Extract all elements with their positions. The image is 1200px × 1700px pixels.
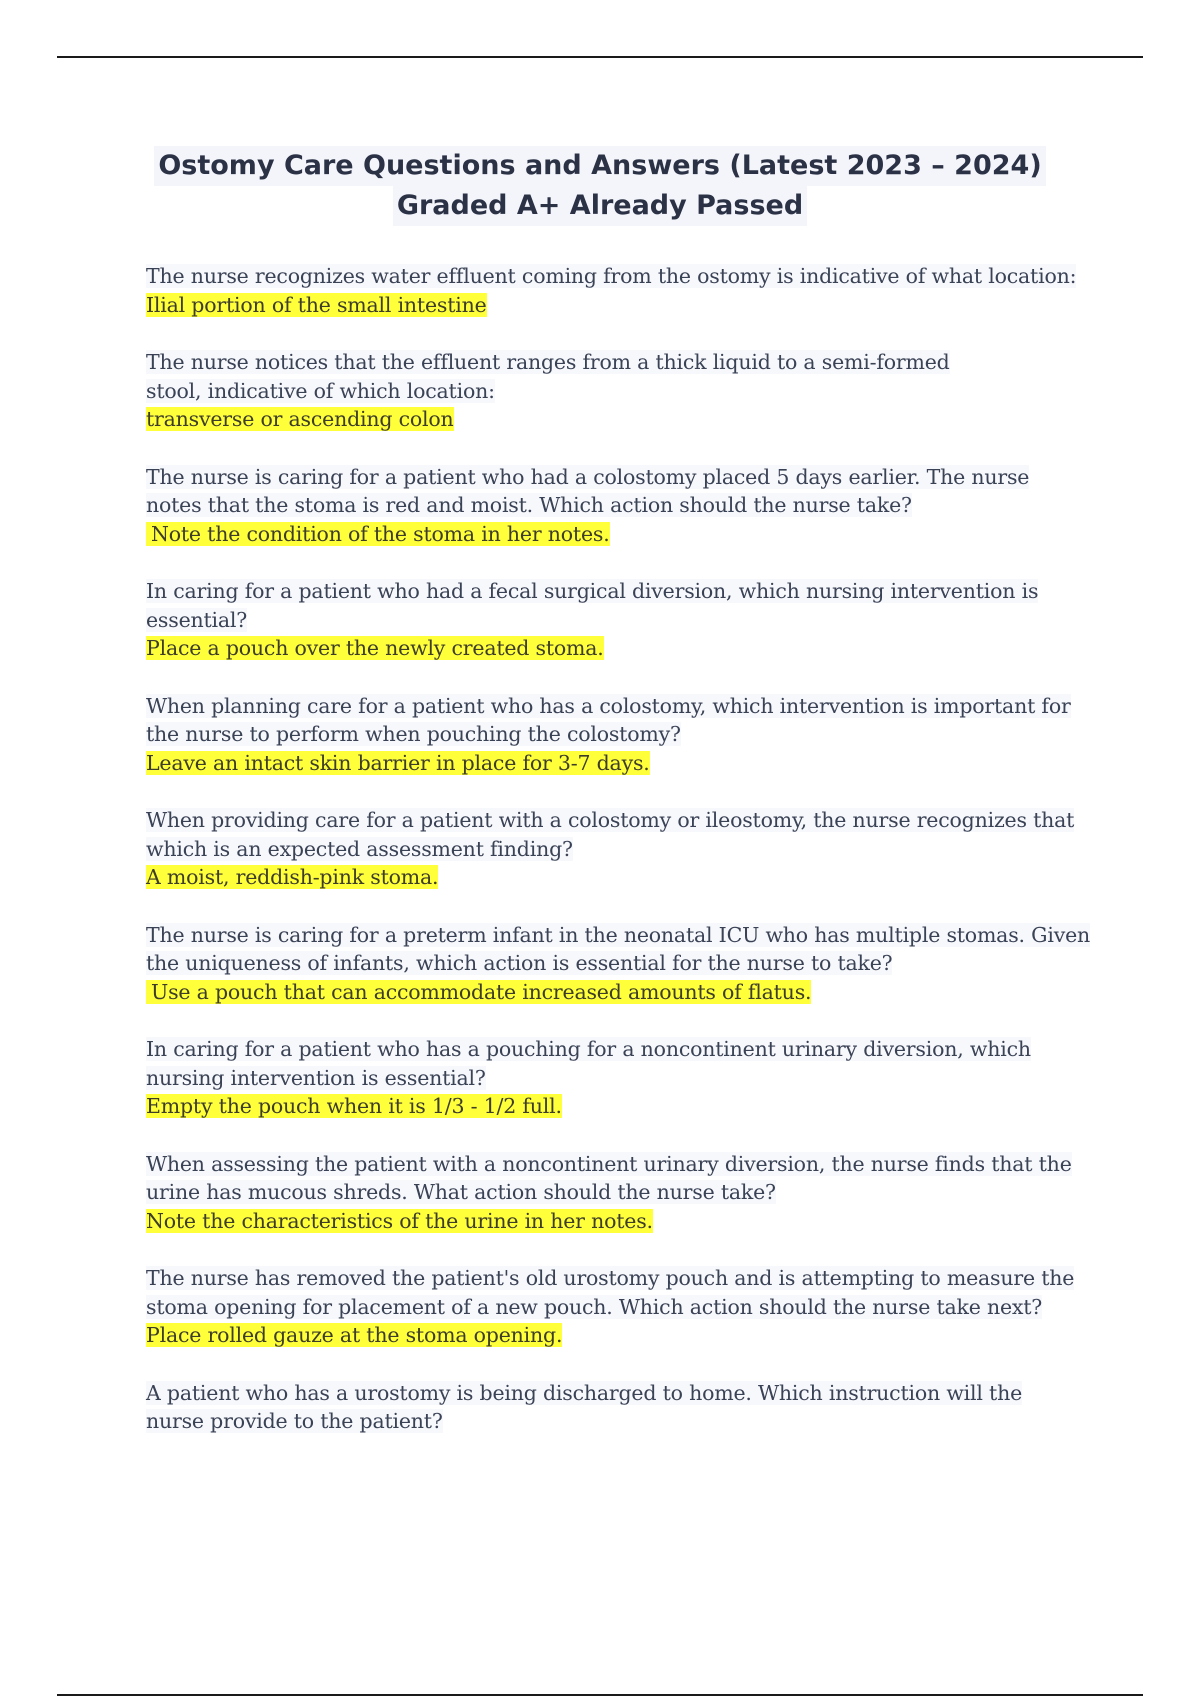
qa-item-4 xyxy=(146,577,1096,663)
title-line-1: Ostomy Care Questions and Answers (Latest 2023 – 2024) xyxy=(154,146,1045,186)
question-text: The nurse has removed the patient's old urostomy pouch and is attempting to measure the stoma opening for placement of a new pouch. Which action should the nurse take next? xyxy=(146,1266,1075,1319)
question-text: When planning care for a patient who has a colostomy, which intervention is important for the nurse to perform when pouching the colostomy? xyxy=(146,693,1071,746)
qa-item-1 xyxy=(146,262,1096,319)
qa-item-5 xyxy=(146,692,1096,778)
answer-highlight: A moist, reddish-pink stoma. xyxy=(146,865,439,889)
top-rule xyxy=(57,56,1143,58)
title-line-2: Graded A+ Already Passed xyxy=(393,186,807,226)
answer-highlight: Place a pouch over the newly created stoma. xyxy=(146,636,604,660)
answer-highlight: Place rolled gauze at the stoma opening. xyxy=(146,1323,563,1347)
question-text: A patient who has a urostomy is being discharged to home. Which instruction will the nurse provide to the patient? xyxy=(146,1380,1023,1433)
answer-highlight: Use a pouch that can accommodate increased amounts of flatus. xyxy=(146,980,811,1004)
question-text: The nurse recognizes water effluent coming from the ostomy is indicative of what location: xyxy=(146,264,1077,288)
question-text: The nurse notices that the effluent ranges from a thick liquid to a semi-formed stool, indicative of which location: xyxy=(146,350,950,403)
qa-item-2 xyxy=(146,348,1096,434)
qa-item-3 xyxy=(146,463,1096,549)
answer-highlight: Leave an intact skin barrier in place for 3-7 days. xyxy=(146,750,650,775)
question-text: The nurse is caring for a patient who had a colostomy placed 5 days earlier. The nurse notes that the stoma is red and moist. Which action should the nurse take? xyxy=(146,464,1030,517)
qa-item-8 xyxy=(146,1035,1096,1121)
bottom-rule xyxy=(57,1694,1143,1696)
question-text: The nurse is caring for a preterm infant in the neonatal ICU who has multiple stomas. Given the uniqueness of infants, which action is essential for the nurse to take? xyxy=(146,922,1091,975)
question-text: In caring for a patient who has a pouching for a noncontinent urinary diversion, which nursing intervention is essential? xyxy=(146,1037,1031,1090)
qa-item-10 xyxy=(146,1264,1096,1350)
qa-item-9 xyxy=(146,1150,1096,1236)
question-text: When assessing the patient with a noncontinent urinary diversion, the nurse finds that the urine has mucous shreds. What action should the nurse take? xyxy=(146,1151,1072,1204)
answer-highlight: Note the condition of the stoma in her notes. xyxy=(146,522,610,546)
qa-list xyxy=(146,262,1096,1465)
answer-highlight: Note the characteristics of the urine in her notes. xyxy=(146,1208,653,1233)
question-text: In caring for a patient who had a fecal surgical diversion, which nursing intervention is essential? xyxy=(146,579,1039,632)
answer-highlight: transverse or ascending colon xyxy=(146,407,454,431)
qa-item-6 xyxy=(146,806,1096,892)
answer-highlight: Empty the pouch when it is 1/3 - 1/2 full. xyxy=(146,1094,562,1118)
document-title xyxy=(0,146,1200,226)
qa-item-11 xyxy=(146,1379,1096,1436)
question-text: When providing care for a patient with a colostomy or ileostomy, the nurse recognizes that which is an expected assessment finding? xyxy=(146,808,1075,861)
qa-item-7 xyxy=(146,921,1096,1007)
answer-highlight: Ilial portion of the small intestine xyxy=(146,292,487,317)
